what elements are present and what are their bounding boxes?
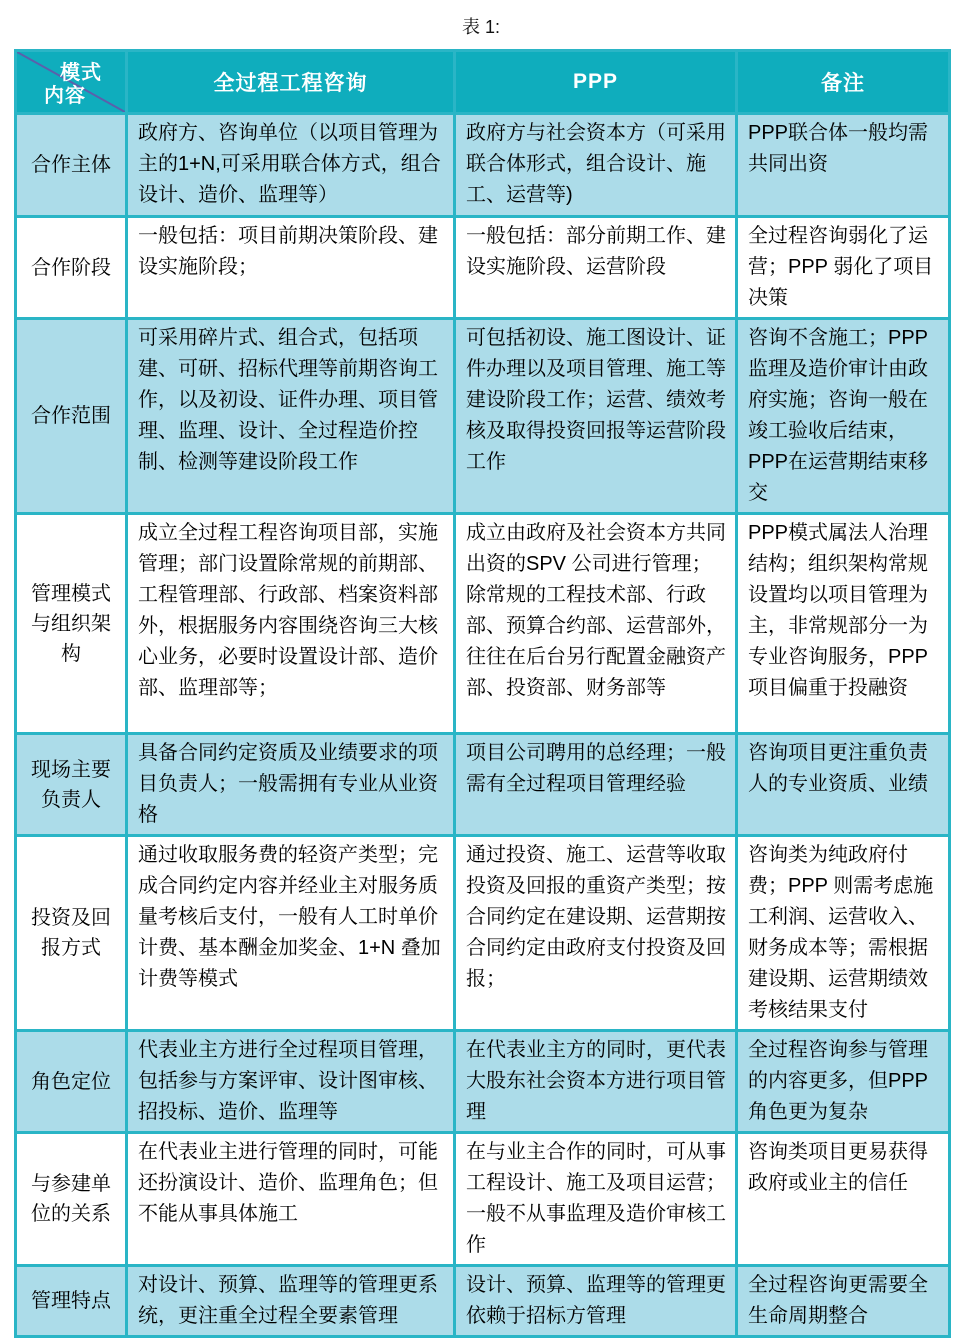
header-row (16, 51, 950, 114)
row-label: 管理模式与组织架构 (16, 514, 127, 734)
cell-note: 全过程咨询弱化了运营；PPP 弱化了项目决策 (737, 217, 950, 319)
table-row (16, 217, 950, 319)
cell-note: 咨询项目更注重负责人的专业资质、业绩 (737, 734, 950, 836)
cell-consulting: 政府方、咨询单位（以项目管理为主的1+N,可采用联合体方式，组合设计、造价、监理等） (127, 114, 455, 217)
cell-consulting: 可采用碎片式、组合式，包括项建、可研、招标代理等前期咨询工作，以及初设、证件办理、项目管理、监理、设计、全过程造价控制、检测等建设阶段工作 (127, 319, 455, 514)
cell-ppp: 在与业主合作的同时，可从事工程设计、施工及项目运营；一般不从事监理及造价审核工作 (455, 1133, 737, 1266)
cell-note: 咨询类项目更易获得政府或业主的信任 (737, 1133, 950, 1266)
cell-ppp: 在代表业主方的同时，更代表大股东社会资本方进行项目管理 (455, 1031, 737, 1133)
row-label: 合作主体 (16, 114, 127, 217)
row-label: 角色定位 (16, 1031, 127, 1133)
table-row (16, 734, 950, 836)
comparison-table (14, 49, 951, 1338)
row-label: 投资及回报方式 (16, 836, 127, 1031)
row-label: 管理特点 (16, 1266, 127, 1337)
cell-ppp: 成立由政府及社会资本方共同出资的SPV 公司进行管理；除常规的工程技术部、行政部、预算合约部、运营部外，往往在后台另行配置金融资产部、投资部、财务部等 (455, 514, 737, 734)
table-row (16, 836, 950, 1031)
table-row (16, 319, 950, 514)
corner-label-mode: 模式 (60, 62, 102, 84)
cell-consulting: 在代表业主进行管理的同时，可能还扮演设计、造价、监理角色；但不能从事具体施工 (127, 1133, 455, 1266)
cell-consulting: 对设计、预算、监理等的管理更系统，更注重全过程全要素管理 (127, 1266, 455, 1337)
row-label: 合作阶段 (16, 217, 127, 319)
cell-consulting: 成立全过程工程咨询项目部，实施管理；部门设置除常规的前期部、工程管理部、行政部、档案资料部外，根据服务内容围绕咨询三大核心业务，必要时设置设计部、造价部、监理部等； (127, 514, 455, 734)
table-row (16, 1266, 950, 1337)
cell-ppp: 设计、预算、监理等的管理更依赖于招标方管理 (455, 1266, 737, 1337)
column-header-ppp: PPP (455, 51, 737, 114)
cell-note: PPP模式属法人治理结构；组织架构常规设置均以项目管理为主，非常规部分一为专业咨询服务，PPP项目偏重于投融资 (737, 514, 950, 734)
page-title: 表 1: (461, 17, 500, 37)
row-label: 与参建单位的关系 (16, 1133, 127, 1266)
cell-ppp: 一般包括：部分前期工作、建设实施阶段、运营阶段 (455, 217, 737, 319)
row-label: 合作范围 (16, 319, 127, 514)
cell-note: 咨询不含施工；PPP监理及造价审计由政府实施；咨询一般在竣工验收后结束，PPP在运营期结束移交 (737, 319, 950, 514)
column-header-note: 备注 (737, 51, 950, 114)
cell-ppp: 可包括初设、施工图设计、证件办理以及项目管理、施工等建设阶段工作；运营、绩效考核及取得投资回报等运营阶段工作 (455, 319, 737, 514)
table-row (16, 114, 950, 217)
cell-note: 咨询类为纯政府付费；PPP 则需考虑施工利润、运营收入、财务成本等；需根据建设期、运营期绩效考核结果支付 (737, 836, 950, 1031)
cell-ppp: 政府方与社会资本方（可采用联合体形式，组合设计、施工、运营等) (455, 114, 737, 217)
table-row (16, 1031, 950, 1133)
cell-consulting: 代表业主方进行全过程项目管理，包括参与方案评审、设计图审核、招投标、造价、监理等 (127, 1031, 455, 1133)
cell-note: PPP联合体一般均需共同出资 (737, 114, 950, 217)
cell-ppp: 通过投资、施工、运营等收取投资及回报的重资产类型；按合同约定在建设期、运营期按合同约定由政府支付投资及回报； (455, 836, 737, 1031)
cell-ppp: 项目公司聘用的总经理；一般需有全过程项目管理经验 (455, 734, 737, 836)
corner-label-content: 内容 (44, 85, 86, 107)
column-header-consulting: 全过程工程咨询 (127, 51, 455, 114)
table-row (16, 514, 950, 734)
cell-consulting: 一般包括：项目前期决策阶段、建设实施阶段； (127, 217, 455, 319)
table-row (16, 1133, 950, 1266)
cell-consulting: 通过收取服务费的轻资产类型；完成合同约定内容并经业主对服务质量考核后支付，一般有人工时单价计费、基本酬金加奖金、1+N 叠加计费等模式 (127, 836, 455, 1031)
cell-note: 全过程咨询更需要全生命周期整合 (737, 1266, 950, 1337)
cell-consulting: 具备合同约定资质及业绩要求的项目负责人；一般需拥有专业从业资格 (127, 734, 455, 836)
row-label: 现场主要负责人 (16, 734, 127, 836)
corner-header (16, 51, 127, 114)
cell-note: 全过程咨询参与管理的内容更多，但PPP角色更为复杂 (737, 1031, 950, 1133)
